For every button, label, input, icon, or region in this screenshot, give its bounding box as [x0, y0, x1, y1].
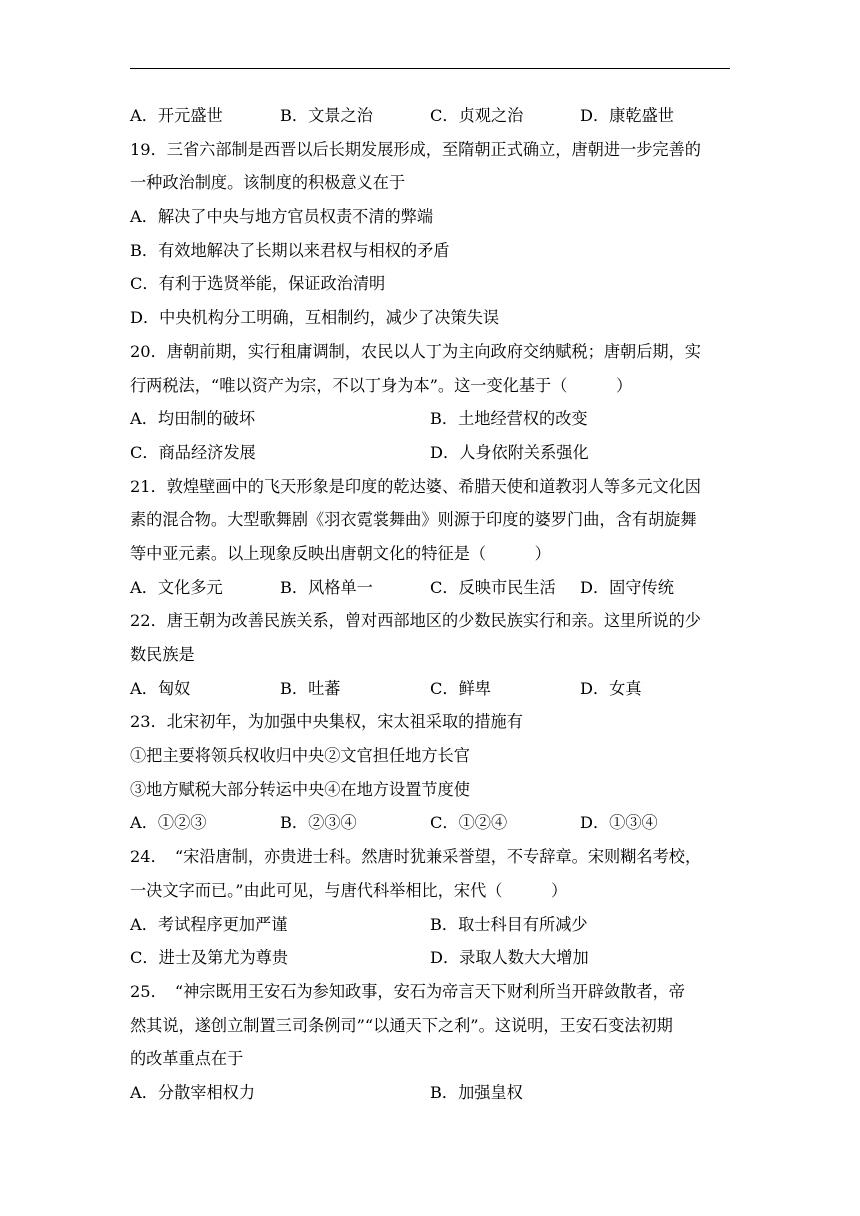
option-a: A．均田制的破坏: [130, 409, 256, 429]
q19-stem-line-1: 19．三省六部制是西晋以后长期发展形成，至隋朝正式确立，唐朝进一步完善的: [130, 139, 701, 159]
q25-stem-line-1: 25． “神宗既用王安石为参知政事，安石为帝言天下财利所当开辟敛散者，帝: [130, 981, 685, 1001]
option-a: A．文化多元: [130, 577, 223, 597]
option-c: C．鲜卑: [430, 678, 491, 698]
option-d: D．①③④: [580, 813, 658, 833]
option-d: D．女真: [580, 678, 642, 698]
option-d: D．人身依附关系强化: [430, 442, 589, 462]
option-d: D．康乾盛世: [580, 106, 674, 125]
q21-stem-line-2: 素的混合物。大型歌舞剧《羽衣霓裳舞曲》则源于印度的婆罗门曲，含有胡旋舞: [130, 510, 697, 530]
option-d: D．固守传统: [580, 577, 674, 597]
option-b: B．加强皇权: [430, 1082, 523, 1102]
option-c: C．反映市民生活: [430, 577, 556, 597]
q19-option-d: D．中央机构分工明确，互相制约，减少了决策失误: [130, 308, 500, 328]
q21-options: [130, 571, 733, 605]
option-b: B．吐蕃: [280, 678, 341, 698]
option-b: B．取士科目有所减少: [430, 914, 588, 934]
option-a: A．开元盛世: [130, 106, 223, 125]
q25-stem-line-3: 的改革重点在于: [130, 1049, 244, 1069]
q23-stem-line-1: 23．北宋初年，为加强中央集权，宋太祖采取的措施有: [130, 712, 523, 732]
option-c: C．进士及第尤为尊贵: [130, 948, 289, 968]
q24-options-row-1: [130, 908, 733, 942]
q25-stem-line-2: 然其说，遂创立制置三司条例司”“以通天下之利”。这说明，王安石变法初期: [130, 1015, 673, 1035]
q21-stem-line-1: 21．敦煌壁画中的飞天形象是印度的乾达婆、希腊天使和道教羽人等多元文化因: [130, 476, 701, 496]
option-d: D．录取人数大大增加: [430, 948, 589, 968]
option-c: C．商品经济发展: [130, 442, 256, 462]
option-a: A．考试程序更加严谨: [130, 914, 288, 934]
option-b: B．文景之治: [280, 106, 373, 125]
q22-stem-line-2: 数民族是: [130, 645, 195, 664]
q23-options: [130, 806, 733, 840]
option-c: C．贞观之治: [430, 106, 524, 125]
option-c: C．①②④: [430, 813, 508, 833]
q19-option-c: C．有利于选贤举能，保证政治清明: [130, 274, 386, 294]
q23-stem-line-3: ③地方赋税大部分转运中央④在地方设置节度使: [130, 779, 470, 799]
header-rule: [130, 68, 730, 69]
q20-options-row-1: [130, 402, 733, 436]
q22-options: [130, 672, 733, 706]
q24-options-row-2: [130, 941, 733, 975]
q20-stem-line-1: 20．唐朝前期，实行租庸调制，农民以人丁为主向政府交纳赋税；唐朝后期，实: [130, 341, 701, 361]
q24-stem-line-2: 一决文字而已。”由此可见，与唐代科举相比，宋代（ ）: [130, 880, 568, 900]
option-b: B．风格单一: [280, 577, 373, 597]
q20-stem-line-2: 行两税法，“唯以资产为宗，不以丁身为本”。这一变化基于（ ）: [130, 375, 633, 395]
option-a: A．①②③: [130, 813, 207, 833]
q19-stem-line-2: 一种政治制度。该制度的积极意义在于: [130, 173, 406, 193]
option-a: A．分散宰相权力: [130, 1082, 256, 1102]
q18-options: [130, 99, 733, 133]
q21-stem-line-3: 等中亚元素。以上现象反映出唐朝文化的特征是（ ）: [130, 543, 551, 563]
question-list: [130, 99, 733, 1110]
q25-options-row-1: [130, 1076, 733, 1110]
q23-stem-line-2: ①把主要将领兵权收归中央②文官担任地方长官: [130, 746, 470, 766]
option-b: B．②③④: [280, 813, 357, 833]
q24-stem-line-1: 24． “宋沿唐制，亦贵进士科。然唐时犹兼采誉望，不专辞章。宋则糊名考校，: [130, 847, 702, 867]
option-b: B．土地经营权的改变: [430, 409, 588, 429]
q19-option-b: B．有效地解决了长期以来君权与相权的矛盾: [130, 240, 450, 260]
q20-options-row-2: [130, 436, 733, 470]
option-a: A．匈奴: [130, 678, 191, 698]
q19-option-a: A．解决了中央与地方官员权责不清的弊端: [130, 207, 434, 227]
q22-stem-line-1: 22．唐王朝为改善民族关系，曾对西部地区的少数民族实行和亲。这里所说的少: [130, 611, 701, 631]
